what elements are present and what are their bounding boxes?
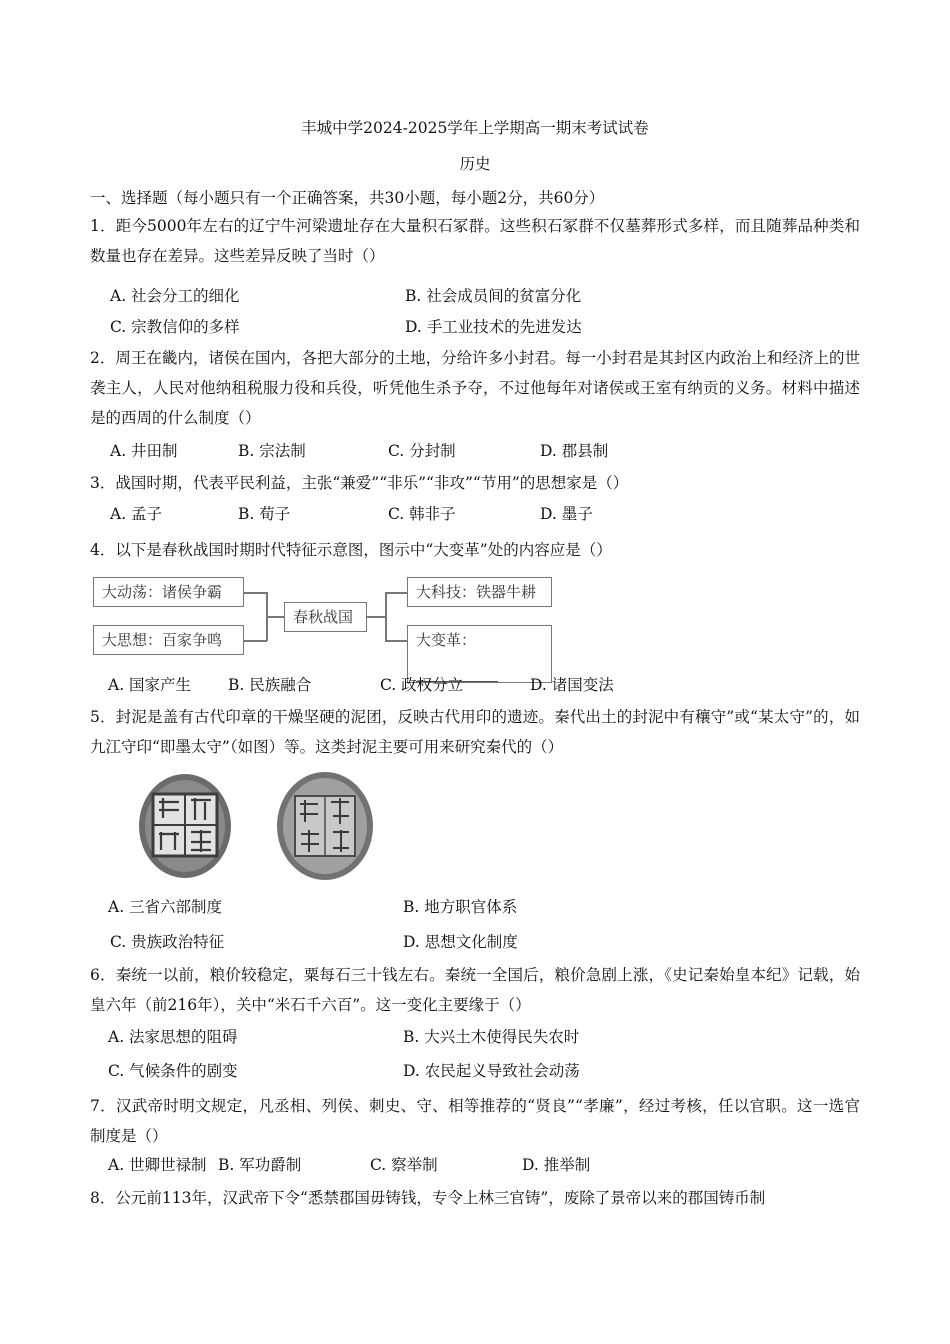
- question-3-stem: 3．战国时期，代表平民利益，主张“兼爱”“非乐”“非攻”“节用”的思想家是（）: [90, 474, 629, 492]
- q7-option-c: C. 察举制: [370, 1156, 438, 1174]
- q7-option-b: B. 军功爵制: [218, 1156, 302, 1174]
- q5-option-d: D. 思想文化制度: [403, 933, 518, 951]
- exam-title: 丰城中学2024-2025学年上学期高一期末考试试卷: [301, 119, 649, 137]
- question-7-stem: 7．汉武帝时明文规定，凡丞相、列侯、刺史、守、相等推荐的“贤良”“孝廉”，经过考核，任以官职。这一选官制度是（）: [90, 1097, 860, 1145]
- q4-option-b: B. 民族融合: [228, 676, 312, 694]
- question-4-stem: 4．以下是春秋战国时期时代特征示意图，图示中“大变革”处的内容应是（）: [90, 541, 612, 559]
- q7-option-a: A. 世卿世禄制: [108, 1156, 207, 1174]
- subject-title: 历史: [459, 155, 491, 173]
- connector: [367, 616, 386, 618]
- diagram-left-bottom: 大思想：百家争鸣: [93, 625, 244, 655]
- q4-option-a: A. 国家产生: [108, 676, 192, 694]
- q3-option-c: C. 韩非子: [388, 505, 456, 523]
- era-diagram: [90, 573, 560, 663]
- diagram-center: 春秋战国: [284, 602, 367, 632]
- q6-option-d: D. 农民起义导致社会动荡: [403, 1062, 580, 1080]
- q3-option-a: A. 孟子: [110, 505, 163, 523]
- question-8-stem: 8．公元前113年，汉武帝下令“悉禁郡国毋铸钱，专令上林三官铸”，废除了景帝以来的郡国铸币制: [90, 1189, 766, 1207]
- diagram-left-top: 大动荡：诸侯争霸: [93, 577, 244, 607]
- seal-clay-1: [139, 774, 231, 878]
- seal-clay-2: [277, 772, 373, 880]
- q4-option-c: C. 政权分立: [380, 676, 464, 694]
- q5-option-b: B. 地方职官体系: [403, 898, 518, 916]
- connector: [385, 640, 408, 642]
- question-6-stem: 6．秦统一以前，粮价较稳定，粟每石三十钱左右。秦统一全国后，粮价急剧上涨，《史记秦始皇本纪》记载，始皇六年（前216年），关中“米石千六百”。这一变化主要缘于（）: [90, 966, 860, 1014]
- q1-option-b: B. 社会成员间的贫富分化: [405, 287, 582, 305]
- connector: [243, 640, 267, 642]
- q2-option-c: C. 分封制: [388, 442, 456, 460]
- connector: [243, 592, 267, 594]
- q5-option-a: A. 三省六部制度: [108, 898, 223, 916]
- q6-option-c: C. 气候条件的剧变: [108, 1062, 238, 1080]
- q1-option-d: D. 手工业技术的先进发达: [405, 318, 582, 336]
- connector: [385, 592, 387, 641]
- connector: [266, 616, 285, 618]
- q7-option-d: D. 推举制: [522, 1156, 591, 1174]
- diagram-right-top: 大科技：铁器牛耕: [407, 577, 552, 607]
- q6-option-a: A. 法家思想的阻碍: [108, 1028, 238, 1046]
- q6-option-b: B. 大兴土木使得民失农时: [403, 1028, 580, 1046]
- q2-option-b: B. 宗法制: [238, 442, 306, 460]
- q1-option-a: A. 社会分工的细化: [110, 287, 240, 305]
- question-1-stem: 1．距今5000年左右的辽宁牛河梁遗址存在大量积石冢群。这些积石冢群不仅墓葬形式多样，而且随葬品种类和数量也存在差异。这些差异反映了当时（）: [90, 217, 860, 265]
- question-5-stem: 5．封泥是盖有古代印章的干燥坚硬的泥团，反映古代用印的遗迹。秦代出土的封泥中有穰守”或“某太守”的，如九江守印“即墨太守”（如图）等。这类封泥主要可用来研究秦代的（）: [90, 708, 860, 756]
- diagram-right-bottom: 大变革：: [416, 631, 477, 649]
- q2-option-a: A. 井田制: [110, 442, 178, 460]
- q2-option-d: D. 郡县制: [540, 442, 609, 460]
- section-heading: 一、选择题（每小题只有一个正确答案，共30小题，每小题2分，共60分）: [90, 189, 605, 207]
- connector: [385, 592, 408, 594]
- q3-option-d: D. 墨子: [540, 505, 593, 523]
- q5-option-c: C. 贵族政治特征: [110, 933, 225, 951]
- question-2-stem: 2．周王在畿内，诸侯在国内，各把大部分的土地，分给许多小封君。每一小封君是其封区内政治上和经济上的世袭主人，人民对他纳租税服力役和兵役，听凭他生杀予夺，不过他每年对诸侯或王室有纳贡的义务。材料中描述是的西周的什么制度（）: [90, 349, 860, 427]
- q3-option-b: B. 荀子: [238, 505, 291, 523]
- seal-clay-images: [135, 768, 385, 886]
- q4-option-d: D. 诸国变法: [530, 676, 614, 694]
- q1-option-c: C. 宗教信仰的多样: [110, 318, 240, 336]
